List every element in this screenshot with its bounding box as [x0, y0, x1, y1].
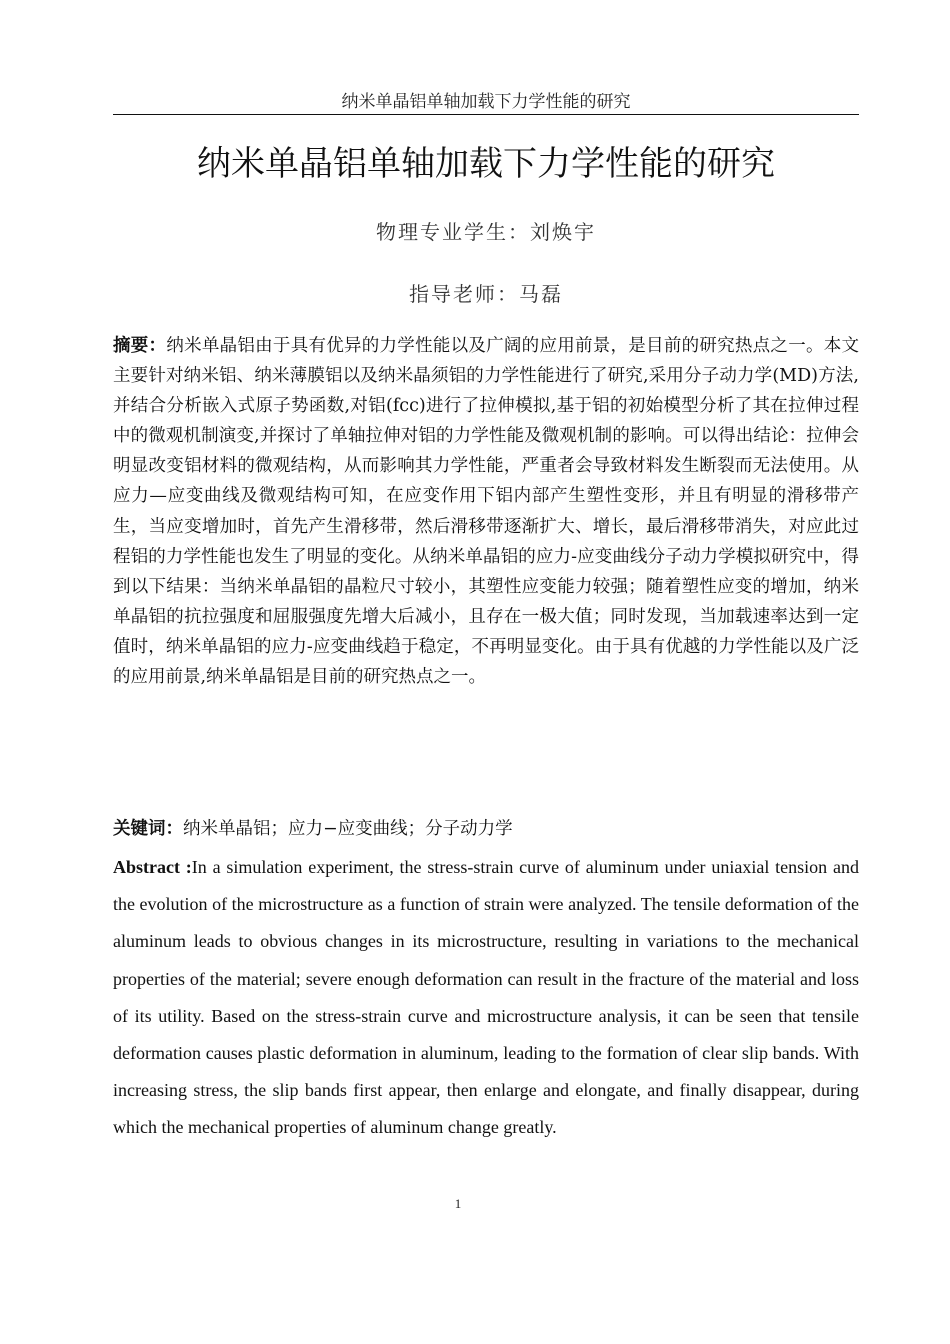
header-divider: [113, 114, 859, 115]
paper-title: 纳米单晶铝单轴加载下力学性能的研究: [197, 144, 775, 184]
keywords-label: 关键词：: [113, 819, 183, 839]
author-line: 物理专业学生：刘焕宇: [376, 220, 596, 244]
abstract-text-en: In a simulation experiment, the stress-strain curve of aluminum under uniaxial tension and the evolution of the microstructure as a function of strain were analyzed. The tensile deformation of the aluminum leads to obvious changes in its microstructure, resulting in variations to the mechanical properties of the material; severe enough deformation can result in the fracture of the material and loss of its utility. Based on the stress-strain curve and microstructure analysis, it can be seen that tensile deformation causes plastic deformation in aluminum, leading to the formation of clear slip bands. With increasing stress, the slip bands first appear, then enlarge and elongate, and finally disappear, during which the mechanical properties of aluminum change greatly.: [113, 857, 859, 1138]
page-number: 1: [454, 1196, 462, 1211]
english-abstract: [113, 849, 859, 1147]
chinese-abstract: [113, 331, 859, 692]
abstract-text-cn: 纳米单晶铝由于具有优异的力学性能以及广阔的应用前景，是目前的研究热点之一。本文主要针对纳米铝、纳米薄膜铝以及纳米晶须铝的力学性能进行了研究,采用分子动力学(MD)方法,并结合分析嵌入式原子势函数,对铝(fcc)进行了拉伸模拟,基于铝的初始模型分析了其在拉伸过程中的微观机制演变,并探讨了单轴拉伸对铝的力学性能及微观机制的影响。可以得出结论：拉伸会明显改变铝材料的微观结构，从而影响其力学性能，严重者会导致材料发生断裂而无法使用。从应力—应变曲线及微观结构可知，在应变作用下铝内部产生塑性变形，并且有明显的滑移带产生，当应变增加时，首先产生滑移带，然后滑移带逐渐扩大、增长，最后滑移带消失，对应此过程铝的力学性能也发生了明显的变化。从纳米单晶铝的应力-应变曲线分子动力学模拟研究中，得到以下结果：当纳米单晶铝的晶粒尺寸较小，其塑性应变能力较强；随着塑性应变的增加，纳米单晶铝的抗拉强度和屈服强度先增大后减小，且存在一极大值；同时发现，当加载速率达到一定值时，纳米单晶铝的应力-应变曲线趋于稳定，不再明显变化。由于具有优越的力学性能以及广泛的应用前景,纳米单晶铝是目前的研究热点之一。: [113, 336, 860, 688]
advisor-line: 指导老师：马磊: [409, 282, 563, 306]
keywords-text: 纳米单晶铝；应力−应变曲线；分子动力学: [183, 819, 513, 839]
abstract-label-en: Abstract :: [113, 857, 192, 877]
abstract-label-cn: 摘要：: [113, 336, 167, 356]
running-header: 纳米单晶铝单轴加载下力学性能的研究: [341, 92, 631, 112]
chinese-keywords: [113, 815, 859, 843]
